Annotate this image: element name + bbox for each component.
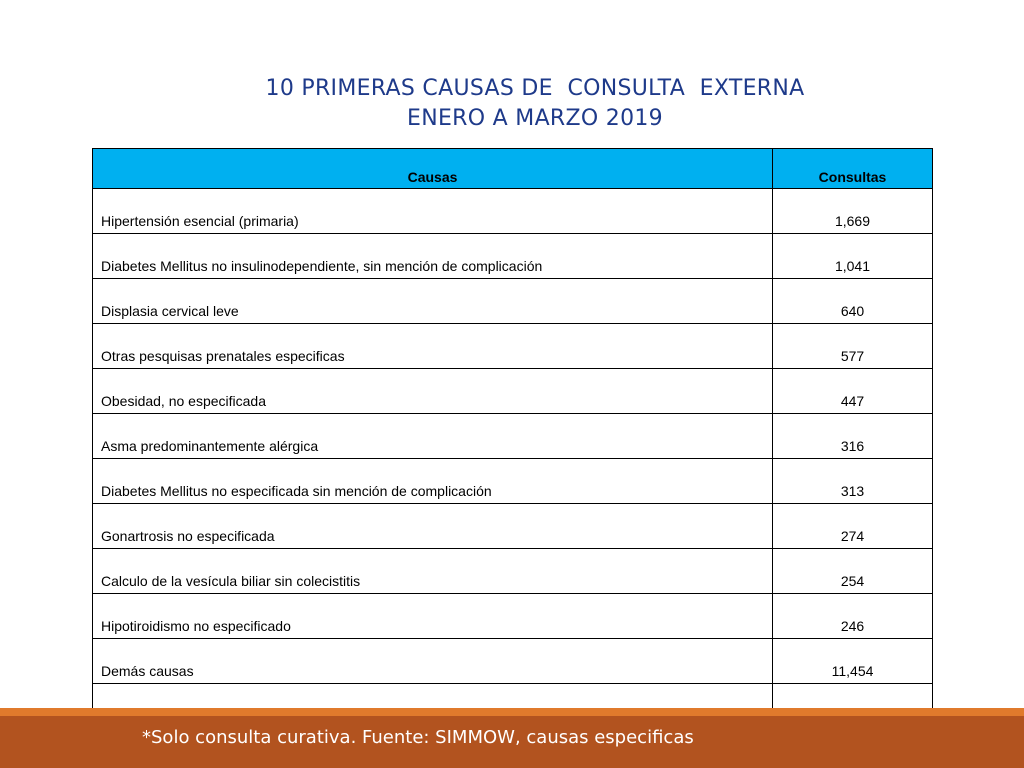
table-row <box>93 414 933 459</box>
count-cell: 1,041 <box>773 234 933 279</box>
count-cell: 316 <box>773 414 933 459</box>
cause-cell: Obesidad, no especificada <box>93 369 773 414</box>
table-row <box>93 459 933 504</box>
count-cell: 246 <box>773 594 933 639</box>
table-row <box>93 504 933 549</box>
count-cell: 11,454 <box>773 639 933 684</box>
header-consultas: Consultas <box>773 149 933 189</box>
table-row <box>93 594 933 639</box>
count-cell: 447 <box>773 369 933 414</box>
cause-cell: Hipotiroidismo no especificado <box>93 594 773 639</box>
cause-cell: Demás causas <box>93 639 773 684</box>
cause-cell: Gonartrosis no especificada <box>93 504 773 549</box>
table-row <box>93 639 933 684</box>
table-row <box>93 369 933 414</box>
cause-cell: Calculo de la vesícula biliar sin colecistitis <box>93 549 773 594</box>
count-cell: 274 <box>773 504 933 549</box>
count-cell: 640 <box>773 279 933 324</box>
title-line-1: 10 PRIMERAS CAUSAS DE CONSULTA EXTERNA <box>265 76 805 101</box>
table-header-row <box>93 149 933 189</box>
footer-accent-line <box>0 708 1024 716</box>
cause-cell: Displasia cervical leve <box>93 279 773 324</box>
table-row <box>93 324 933 369</box>
count-cell: 1,669 <box>773 189 933 234</box>
footer-note: *Solo consulta curativa. Fuente: SIMMOW, causas especificas <box>142 727 694 748</box>
table-row <box>93 189 933 234</box>
count-cell: 313 <box>773 459 933 504</box>
table-row <box>93 279 933 324</box>
cause-cell: Hipertensión esencial (primaria) <box>93 189 773 234</box>
cause-cell: Diabetes Mellitus no especificada sin mención de complicación <box>93 459 773 504</box>
cause-cell: Asma predominantemente alérgica <box>93 414 773 459</box>
cause-cell: Otras pesquisas prenatales especificas <box>93 324 773 369</box>
slide-title <box>0 74 1024 134</box>
count-cell: 577 <box>773 324 933 369</box>
table-row <box>93 234 933 279</box>
causes-table <box>92 148 933 729</box>
count-cell: 254 <box>773 549 933 594</box>
table-row <box>93 549 933 594</box>
header-causas: Causas <box>93 149 773 189</box>
cause-cell: Diabetes Mellitus no insulinodependiente, sin mención de complicación <box>93 234 773 279</box>
title-line-2: ENERO A MARZO 2019 <box>407 106 663 131</box>
